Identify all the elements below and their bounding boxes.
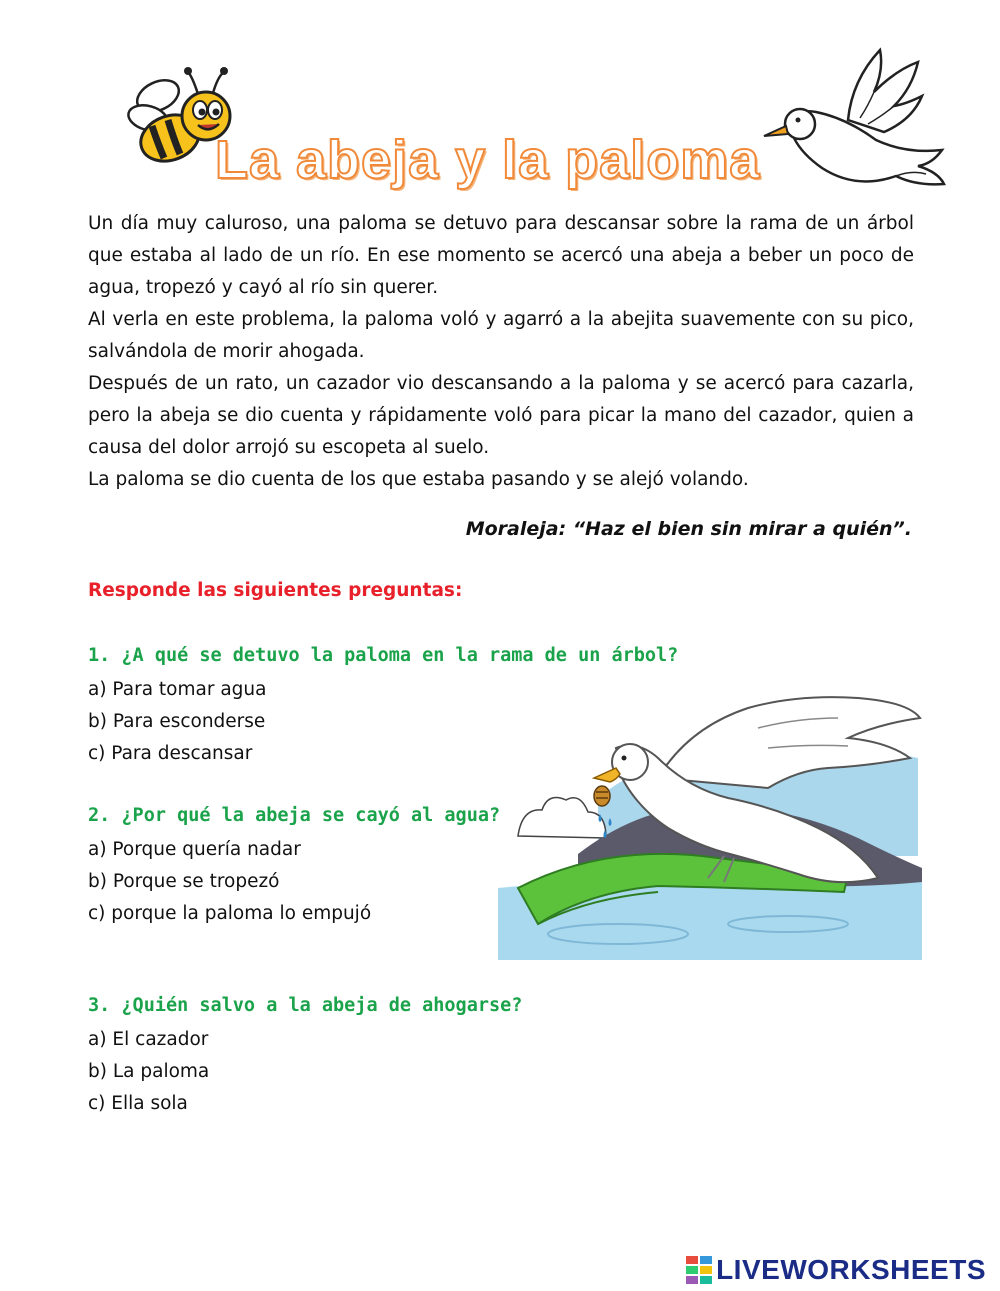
question-3-options (88, 1024, 209, 1120)
footer-logo-text: LIVEWORKSHEETS (716, 1254, 986, 1285)
option: a) El cazador (88, 1029, 209, 1050)
option: a) Porque quería nadar (88, 839, 301, 860)
story-paragraph: Un día muy caluroso, una paloma se detuvo para descansar sobre la rama de un árbol que estaba al lado de un río. En ese momento se acercó una abeja a beber un poco de agua, tropezó y cayó al río sin querer. (88, 213, 914, 298)
option: c) porque la paloma lo empujó (88, 903, 372, 924)
question-3: 3. ¿Quién salvo a la abeja de ahogarse? (88, 995, 523, 1016)
option: b) Porque se tropezó (88, 871, 280, 892)
story-paragraph: Al verla en este problema, la paloma voló y agarró a la abejita suavemente con su pico, salvándola de morir ahogada. (88, 309, 914, 362)
option: a) Para tomar agua (88, 679, 267, 700)
question-2: 2. ¿Por qué la abeja se cayó al agua? (88, 805, 501, 826)
option: b) Para esconderse (88, 711, 266, 732)
question-2-options (88, 834, 371, 930)
story-text (88, 208, 914, 496)
dove-rescuing-bee-illustration (498, 688, 922, 960)
dove-icon (756, 40, 952, 198)
instructions-heading: Responde las siguientes preguntas: (88, 580, 463, 601)
moral-text: Moraleja: “Haz el bien sin mirar a quién”. (465, 518, 912, 540)
option: b) La paloma (88, 1061, 210, 1082)
question-1-options (88, 674, 266, 770)
liveworksheets-logo[interactable] (686, 1254, 986, 1286)
question-1: 1. ¿A qué se detuvo la paloma en la rama de un árbol? (88, 645, 679, 666)
option: c) Ella sola (88, 1093, 188, 1114)
page-title: La abeja y la paloma (215, 130, 761, 190)
option: c) Para descansar (88, 743, 253, 764)
liveworksheets-logo-icon (686, 1256, 712, 1284)
story-paragraph: La paloma se dio cuenta de los que estaba pasando y se alejó volando. (88, 469, 749, 490)
story-paragraph: Después de un rato, un cazador vio descansando a la paloma y se acercó para cazarla, pero la abeja se dio cuenta y rápidamente voló para picar la mano del cazador, quien a causa del dolor arrojó su escopeta al suelo. (88, 373, 914, 458)
